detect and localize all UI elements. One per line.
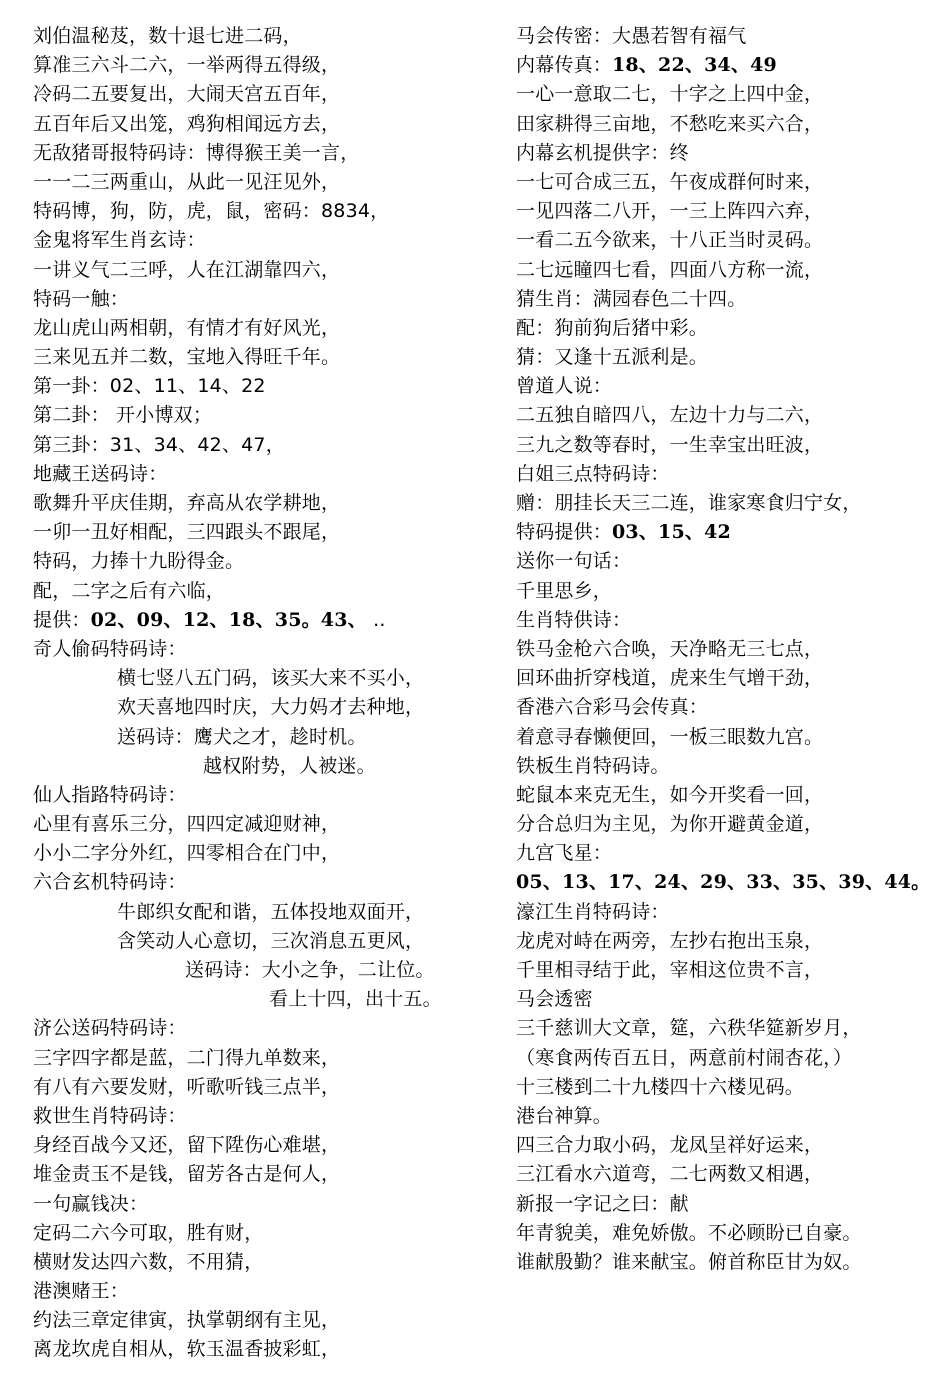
right-column	[516, 22, 931, 1277]
text-line: 横财发达四六数，不用猜，	[33, 1250, 264, 1273]
text-line: 心里有喜乐三分，四四定减迎财神，	[33, 813, 341, 836]
text-line: 四三合力取小码，龙凤呈祥好运来，	[516, 1134, 824, 1157]
text-line: 济公送码特码诗：	[33, 1017, 187, 1040]
text-line: 曾道人说：	[516, 375, 613, 398]
text-line: 猜：又逢十五派利是。	[516, 346, 709, 369]
text-line: 三江看水六道弯，二七两数又相遇，	[516, 1163, 824, 1186]
text-line: 九宫飞星：	[516, 842, 613, 865]
text-line: 二五独自暗四八，左边十力与二六，	[516, 404, 824, 427]
text-line: 冷码二五要复出，大闹天宫五百年，	[33, 83, 341, 106]
text-line: 铁板生肖特码诗。	[516, 754, 670, 777]
text-line: 定码二六今可取，胜有财，	[33, 1221, 264, 1244]
text-line: （寒食两传百五日，两意前村闹杏花，）	[516, 1046, 853, 1069]
text-line: 港台神算。	[516, 1104, 613, 1127]
text-line: 蛇鼠本来克无生，如今开奖看一回，	[516, 783, 824, 806]
text-line: 三千慈训大文章，筵，六秩华筵新岁月，	[516, 1017, 862, 1040]
line-label: 内幕传真：	[516, 54, 613, 77]
text-line: 第三卦：31、34、42、47，	[33, 433, 285, 456]
text-line: 越权附势，人被迷。	[203, 754, 376, 777]
text-line: 刘伯温秘芨，数十退七进二码，	[33, 25, 302, 47]
text-line: 生肖特供诗：	[516, 608, 632, 631]
text-line: 看上十四，出十五。	[269, 988, 442, 1011]
text-line: 特码博，狗，防，虎，鼠，密码：8834，	[33, 200, 390, 223]
text-line: 三来见五并二数，宝地入得旺千年。	[33, 346, 341, 369]
text-line: 六合玄机特码诗：	[33, 871, 187, 894]
text-line: 堆金责玉不是钱，留芳各古是何人，	[33, 1163, 341, 1186]
text-line	[516, 51, 926, 80]
text-line: 约法三章定律寅，执掌朝纲有主见，	[33, 1309, 341, 1332]
text-line: 五百年后又出笼，鸡狗相闻远方去，	[33, 112, 341, 135]
bold-numbers: 03、15、42	[612, 521, 731, 544]
text-line: 一七可合成三五，午夜成群何时来，	[516, 170, 824, 193]
text-line: 新报一字记之曰：献	[516, 1192, 689, 1215]
text-line: 送你一句话：	[516, 550, 632, 573]
text-line: 谁献殷勤？谁来献宝。俯首称臣甘为奴。	[516, 1250, 862, 1273]
text-line: 龙山虎山两相朝，有情才有好风光，	[33, 316, 341, 339]
text-line: 一一二三两重山，从此一见汪见外，	[33, 170, 341, 193]
text-line: 无敌猪哥报特码诗：博得猴王美一言，	[33, 141, 360, 164]
text-line: 配，二字之后有六临，	[33, 579, 226, 602]
text-line: 分合总归为主见，为你开避黄金道，	[516, 813, 824, 836]
text-line: 白姐三点特码诗：	[516, 462, 670, 485]
bold-numbers: 18、22、34、49	[612, 54, 777, 77]
text-line: 小小二字分外红，四零相合在门中，	[33, 842, 341, 865]
text-line: 救世生肖特码诗：	[33, 1104, 187, 1127]
text-line: 有八有六要发财，听歌听钱三点半，	[33, 1075, 341, 1098]
text-line: 内幕玄机提供字：终	[516, 141, 689, 164]
text-line: 牛郎织女配和谐，五体投地双面开，	[117, 900, 425, 923]
text-line: 欢天喜地四时庆，大力妈才去种地，	[117, 696, 425, 719]
text-line: 千里相寻结于此，宰相这位贵不言，	[516, 959, 824, 981]
text-line: 奇人偷码特码诗：	[33, 637, 187, 660]
line-tail: ..	[366, 608, 386, 631]
text-line: 地藏王送码诗：	[33, 462, 168, 485]
text-line: 第二卦： 开小博双；	[33, 404, 213, 427]
text-line: 送码诗：鹰犬之才，趁时机。	[117, 725, 367, 748]
text-line: 赠：朋挂长天三二连，谁家寒食归宁女，	[516, 492, 862, 514]
text-line: 配：狗前狗后猪中彩。	[516, 316, 709, 339]
text-line: 送码诗：大小之争，二让位。	[185, 959, 435, 981]
text-line: 二七远瞳四七看，四面八方称一流，	[516, 258, 824, 281]
text-line: 仙人指路特码诗：	[33, 783, 187, 806]
text-line: 千里思乡，	[516, 579, 613, 602]
text-line: 田家耕得三亩地，不愁吃来买六合，	[516, 112, 824, 135]
text-line	[516, 868, 931, 897]
text-line: 三九之数等春时，一生幸宝出旺波，	[516, 433, 824, 456]
line-label: 特码提供：	[516, 521, 613, 544]
text-line: 一看二五今欲来，十八正当时灵码。	[516, 229, 824, 252]
text-line: 十三楼到二十九楼四十六楼见码。	[516, 1075, 805, 1098]
text-line: 一心一意取二七，十字之上四中金，	[516, 83, 824, 106]
text-line: 马会传密：大愚若智有福气	[516, 25, 747, 47]
text-line	[516, 518, 926, 547]
line-label: 提供：	[33, 608, 91, 631]
text-line: 回环曲折穿栈道，虎来生气增干劲，	[516, 667, 824, 690]
text-line: 马会透密	[516, 988, 593, 1011]
text-line: 离龙坎虎自相从，软玉温香披彩虹，	[33, 1338, 341, 1361]
bold-numbers: 05、13、17、24、29、33、35、39、44。	[516, 871, 931, 894]
text-line: 身经百战今又还，留下陞伤心难堪，	[33, 1134, 341, 1157]
text-line: 三字四字都是蓝，二门得九单数来，	[33, 1046, 341, 1069]
text-line: 猜生肖：满园春色二十四。	[516, 287, 747, 310]
text-line: 一句赢钱决：	[33, 1192, 149, 1215]
text-line: 金鬼将军生肖玄诗：	[33, 229, 206, 252]
bold-numbers: 02、09、12、18、35。43、	[90, 608, 367, 631]
text-line: 一卯一丑好相配，三四跟头不跟尾，	[33, 521, 341, 544]
text-line: 年青貌美，难免娇傲。不必顾盼已自豪。	[516, 1221, 862, 1244]
text-line: 濠江生肖特码诗：	[516, 900, 670, 923]
text-line: 特码一触：	[33, 287, 130, 310]
text-line: 横七竖八五门码，该买大来不买小，	[117, 667, 425, 690]
text-line: 歌舞升平庆佳期，弃高从农学耕地，	[33, 492, 341, 514]
text-line: 一讲义气二三呼，人在江湖靠四六，	[33, 258, 341, 281]
text-line: 特码，力捧十九盼得金。	[33, 550, 245, 573]
text-line: 港澳赌王：	[33, 1280, 130, 1303]
text-line: 着意寻春懒便回，一板三眼数九宫。	[516, 725, 824, 748]
text-line: 龙虎对峙在两旁，左抄右抱出玉泉，	[516, 929, 824, 952]
text-line: 含笑动人心意切，三次消息五更风，	[117, 929, 425, 952]
text-line: 一见四落二八开，一三上阵四六弃，	[516, 200, 824, 223]
left-column	[33, 22, 483, 1365]
text-line: 铁马金枪六合唤，天净略无三七点，	[516, 637, 824, 660]
text-line: 第一卦：02、11、14、22	[33, 375, 266, 398]
text-line	[33, 606, 483, 635]
text-line: 算准三六斗二六，一举两得五得级，	[33, 54, 341, 77]
text-line: 香港六合彩马会传真：	[516, 696, 709, 719]
